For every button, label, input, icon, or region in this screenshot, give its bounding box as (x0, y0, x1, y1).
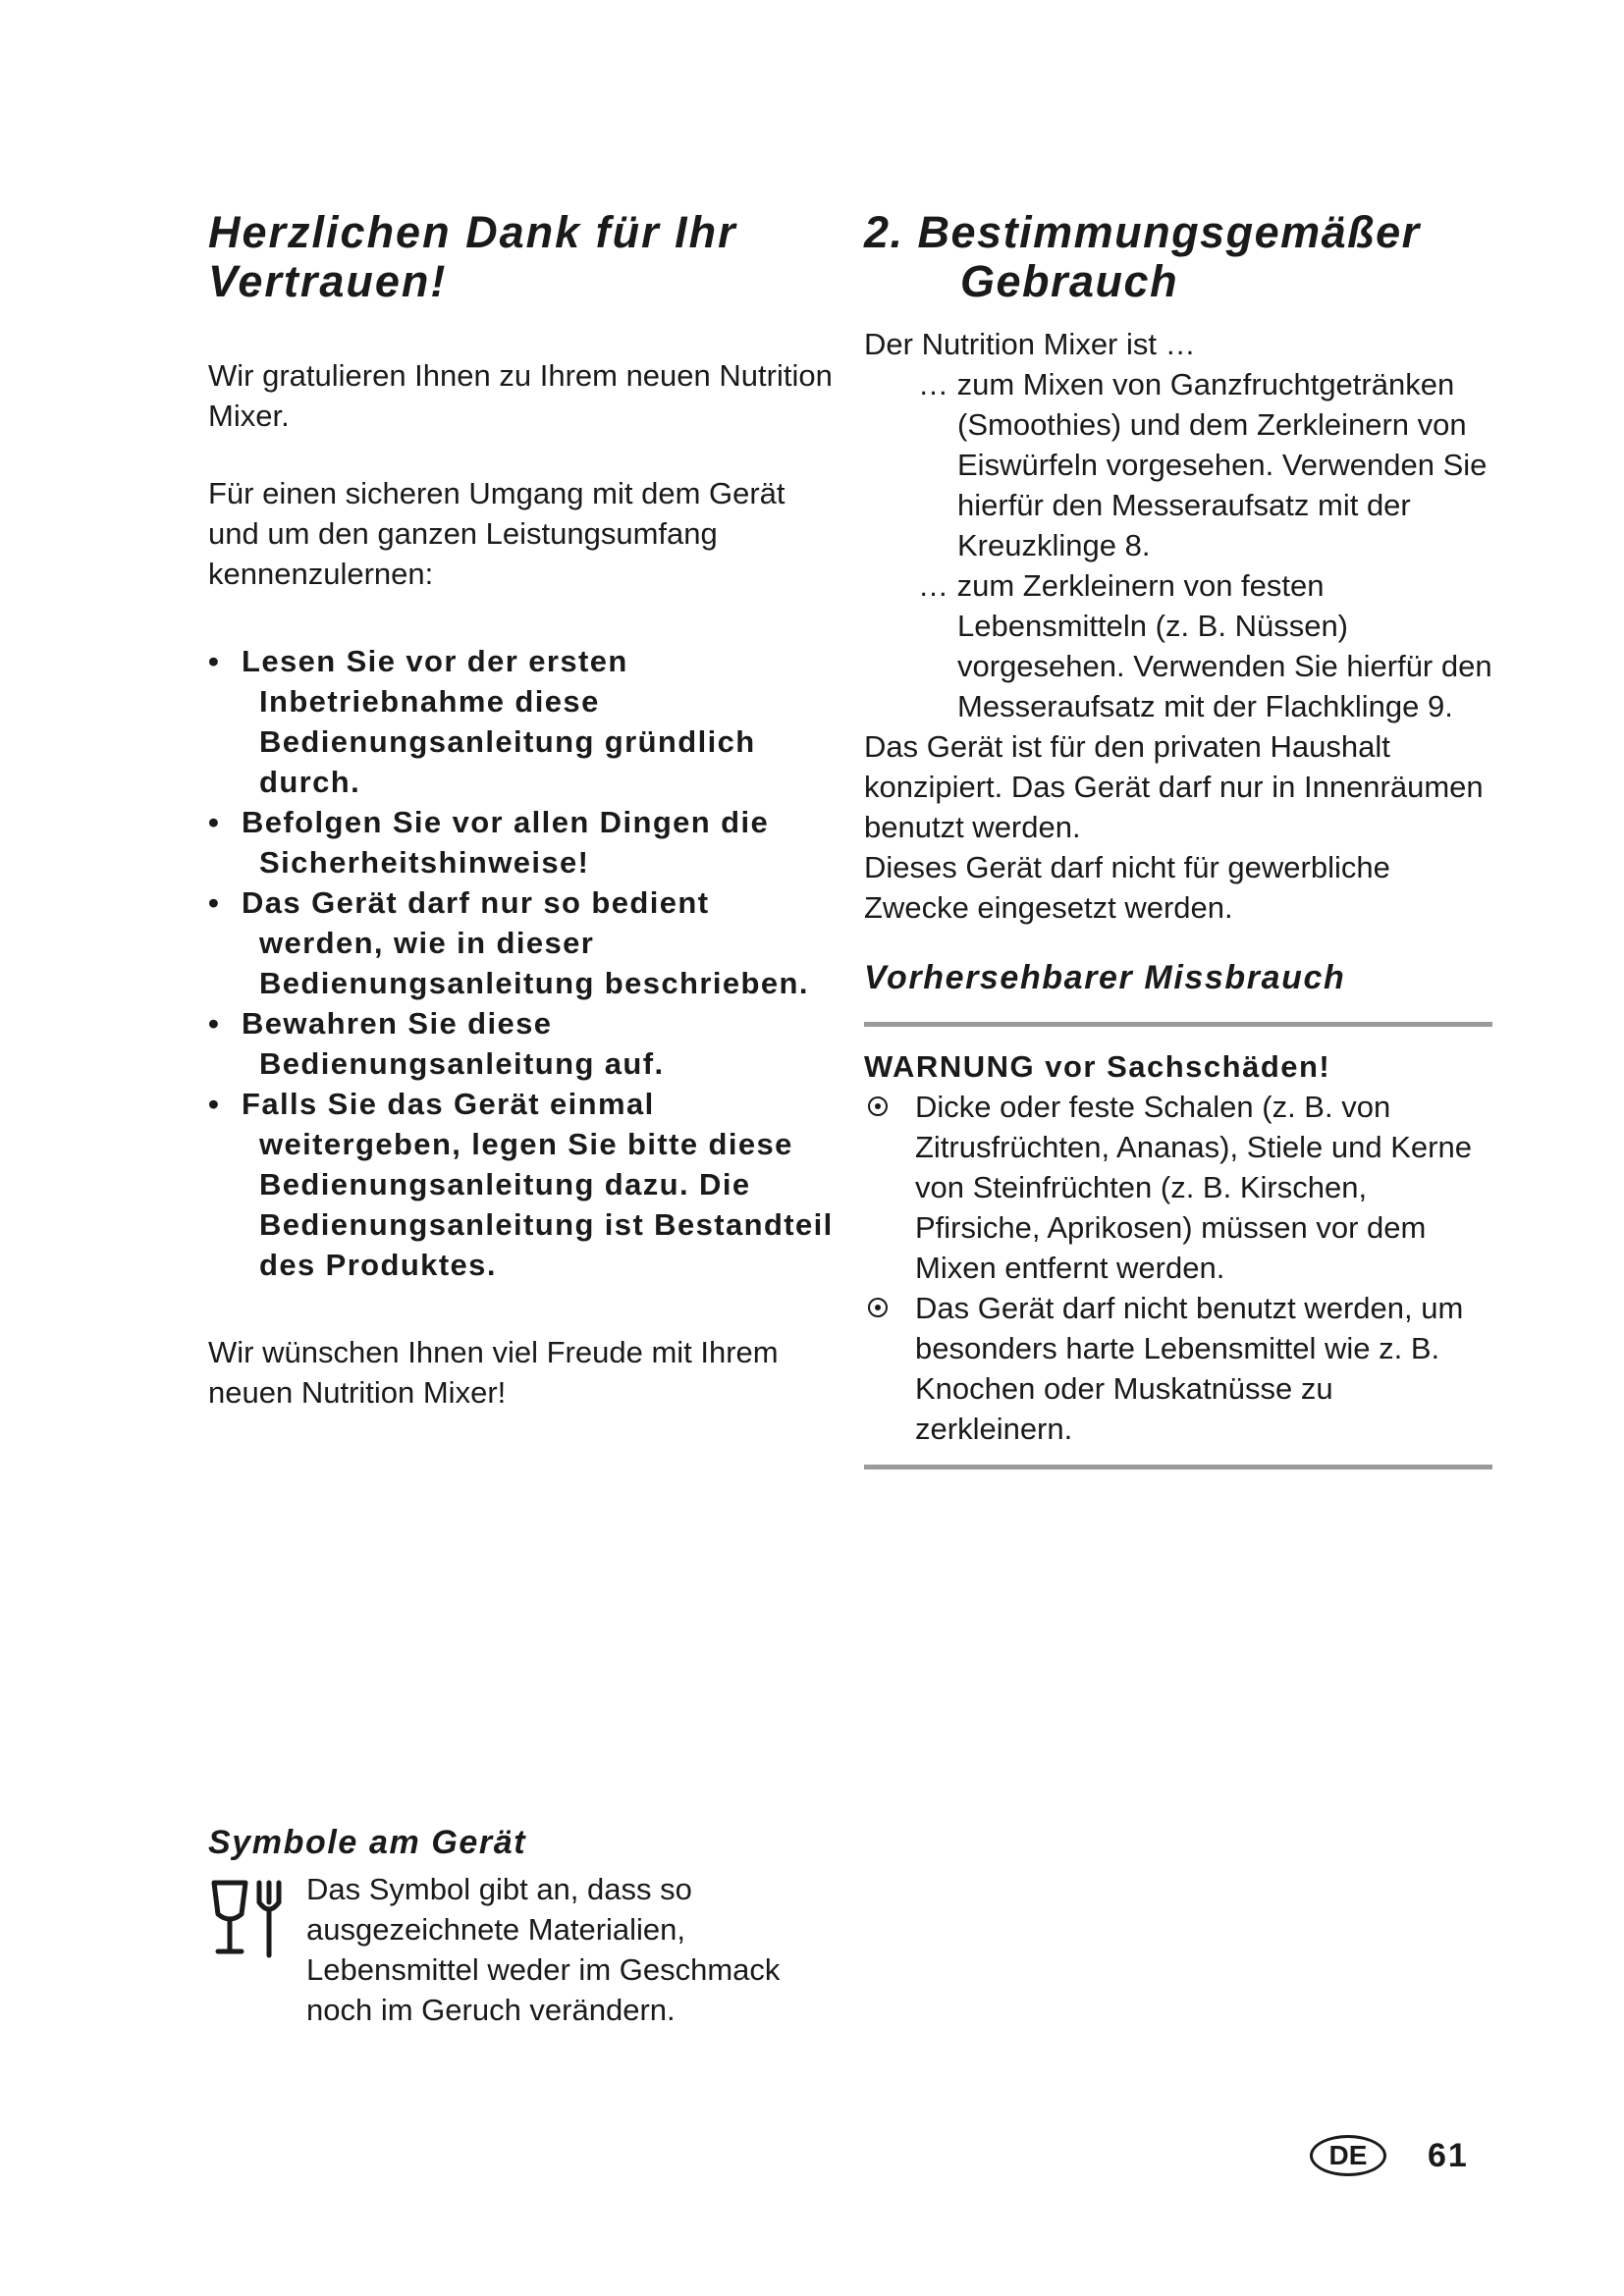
title-line-1: Herzlichen Dank für Ihr (208, 207, 737, 257)
divider-bottom (864, 1465, 1492, 1469)
list-item: • Falls Sie das Gerät einmal weitergeben, legen Sie bitte diese Bedienungsanleitung dazu. Die Bedienungsanleitung ist Bestandteil des Produktes. (208, 1087, 834, 1282)
intro-paragraph: Wir gratulieren Ihnen zu Ihrem neuen Nutrition Mixer. (208, 358, 833, 433)
section-title-line-1: 2. Bestimmungsgemäßer (864, 207, 1421, 257)
language-badge: DE (1310, 2135, 1386, 2176)
list-item: • Lesen Sie vor der ersten Inbetriebnahme diese Bedienungsanleitung gründlich durch. (208, 644, 756, 799)
intended-use-list (864, 364, 1492, 726)
circle-bullet-icon (868, 1096, 888, 1116)
right-column (864, 208, 1492, 1469)
food-safe-glass-fork-icon (208, 1869, 306, 2030)
list-item: • Das Gerät darf nur so bedient werden, wie in dieser Bedienungsanleitung beschrieben. (208, 885, 809, 1000)
list-item: Dicke oder feste Schalen (z. B. von Zitrusfrüchten, Ananas), Stiele und Kerne von Steinfrüchten (z. B. Kirschen, Pfirsiche, Aprikosen) müssen vor dem Mixen entfernt werden. (864, 1087, 1492, 1288)
list-item: Das Gerät darf nicht benutzt werden, um besonders harte Lebensmittel wie z. B. Knochen oder Muskatnüsse zu zerkleinern. (864, 1288, 1492, 1449)
symbols-section (208, 1822, 837, 2030)
lead-paragraph: Der Nutrition Mixer ist … (864, 327, 1196, 361)
list-item: … zum Zerkleinern von festen Lebensmitteln (z. B. Nüssen) vorgesehen. Verwenden Sie hierfür den Messeraufsatz mit der Flachklinge 9. (918, 568, 1492, 723)
misuse-heading: Vorhersehbarer Missbrauch (864, 959, 1346, 996)
symbol-description: Das Symbol gibt an, dass so ausgezeichnete Materialien, Lebensmittel weder im Geschmack noch im Geruch verändern. (306, 1872, 781, 2027)
household-paragraph: Das Gerät ist für den privaten Haushalt konzipiert. Das Gerät darf nur in Innenräumen benutzt werden. (864, 729, 1484, 844)
safety-intro-paragraph: Für einen sicheren Umgang mit dem Gerät und um den ganzen Leistungsumfang kennenzulernen: (208, 476, 785, 591)
section-title (864, 208, 1492, 306)
list-item: • Bewahren Sie diese Bedienungsanleitung auf. (208, 1006, 665, 1081)
title-line-2: Vertrauen! (208, 256, 448, 306)
warning-heading: WARNUNG vor Sachschäden! (864, 1049, 1331, 1084)
circle-bullet-icon (868, 1298, 888, 1317)
commercial-paragraph: Dieses Gerät darf nicht für gewerbliche Zwecke eingesetzt werden. (864, 850, 1390, 925)
warning-list (864, 1087, 1492, 1449)
page-number: 61 (1428, 2136, 1469, 2174)
symbols-heading: Symbole am Gerät (208, 1824, 527, 1861)
section-title-line-2: Gebrauch (960, 256, 1179, 306)
left-column (208, 208, 837, 1413)
instructions-list (208, 641, 837, 1285)
list-item: … zum Mixen von Ganzfruchtgetränken (Smoothies) und dem Zerkleinern von Eiswürfeln vorgesehen. Verwenden Sie hierfür den Messeraufsatz mit der Kreuzklinge 8. (918, 367, 1488, 562)
list-item: • Befolgen Sie vor allen Dingen die Sicherheitshinweise! (208, 805, 770, 880)
page-footer (1310, 2135, 1469, 2176)
page-title (208, 208, 837, 306)
closing-paragraph: Wir wünschen Ihnen viel Freude mit Ihrem neuen Nutrition Mixer! (208, 1335, 779, 1410)
